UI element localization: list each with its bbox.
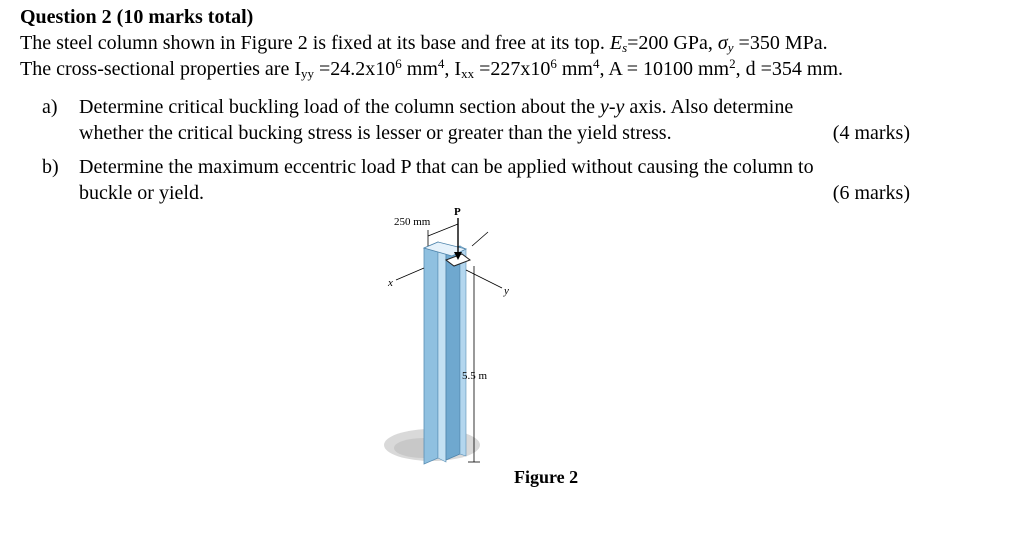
depth-value: , d =354 mm. bbox=[735, 58, 844, 80]
properties-text: The cross-sectional properties are I bbox=[20, 58, 301, 80]
ixx-unit: mm bbox=[556, 58, 593, 80]
x-axis-label: x bbox=[388, 277, 393, 289]
iyy-unit: mm bbox=[401, 58, 438, 80]
ixx-separator: , I bbox=[444, 58, 462, 80]
ixx-value: =227x10 bbox=[474, 58, 551, 80]
y-axis-label: y bbox=[504, 285, 509, 297]
area-exponent: 2 bbox=[729, 56, 736, 71]
ixx-subscript: xx bbox=[461, 66, 475, 81]
column-flange-left bbox=[424, 242, 438, 464]
axis-line-top bbox=[472, 232, 488, 246]
ixx-exponent: 6 bbox=[550, 56, 557, 71]
column-web bbox=[446, 246, 460, 460]
part-a-line-1 bbox=[79, 94, 793, 120]
part-a-axis: y-y bbox=[599, 96, 625, 118]
part-a-label: a) bbox=[42, 96, 58, 118]
part-a-text-pre: Determine critical buckling load of the column section about the bbox=[79, 96, 600, 118]
iyy-unit-exponent: 4 bbox=[437, 56, 445, 71]
iyy-exponent: 6 bbox=[395, 56, 402, 71]
height-label: 5.5 m bbox=[462, 370, 488, 382]
part-a-text-post: axis. Also determine bbox=[624, 96, 794, 118]
column-flange-right bbox=[460, 246, 466, 456]
modulus-symbol: E bbox=[609, 32, 623, 54]
yield-value: =350 MPa. bbox=[733, 32, 828, 54]
intro-line-2 bbox=[20, 56, 843, 82]
modulus-subscript: s bbox=[622, 40, 628, 55]
column-diagram bbox=[362, 200, 522, 475]
part-b-line-1: Determine the maximum eccentric load P that can be applied without causing the column to bbox=[79, 156, 814, 178]
question-title: Question 2 (10 marks total) bbox=[20, 6, 254, 28]
ixx-unit-exponent: 4 bbox=[592, 56, 600, 71]
sigma-subscript: y bbox=[727, 40, 734, 55]
modulus-value: =200 GPa, bbox=[627, 32, 718, 54]
iyy-value: =24.2x10 bbox=[314, 58, 396, 80]
area-value: , A = 10100 mm bbox=[599, 58, 730, 80]
intro-line-1 bbox=[20, 30, 828, 56]
ecc-dimension-line bbox=[428, 224, 458, 236]
iyy-subscript: yy bbox=[301, 66, 314, 81]
intro-text: The steel column shown in Figure 2 is fixed at its base and free at its top. bbox=[20, 32, 610, 54]
part-a-marks: (4 marks) bbox=[832, 122, 910, 144]
load-label: P bbox=[454, 206, 461, 218]
y-axis-line bbox=[466, 270, 502, 288]
sigma-symbol: σ bbox=[717, 32, 728, 54]
part-b-label: b) bbox=[42, 156, 59, 178]
ecc-label: 250 mm bbox=[394, 216, 431, 228]
part-b-marks: (6 marks) bbox=[832, 182, 910, 204]
column-figure bbox=[362, 200, 522, 475]
figure-caption: Figure 2 bbox=[514, 467, 579, 487]
column-flange-edge bbox=[438, 242, 446, 462]
part-b-line-2: buckle or yield. bbox=[79, 182, 204, 204]
part-a-line-2: whether the critical bucking stress is lesser or greater than the yield stress. bbox=[79, 122, 672, 144]
x-axis-line bbox=[396, 268, 424, 280]
